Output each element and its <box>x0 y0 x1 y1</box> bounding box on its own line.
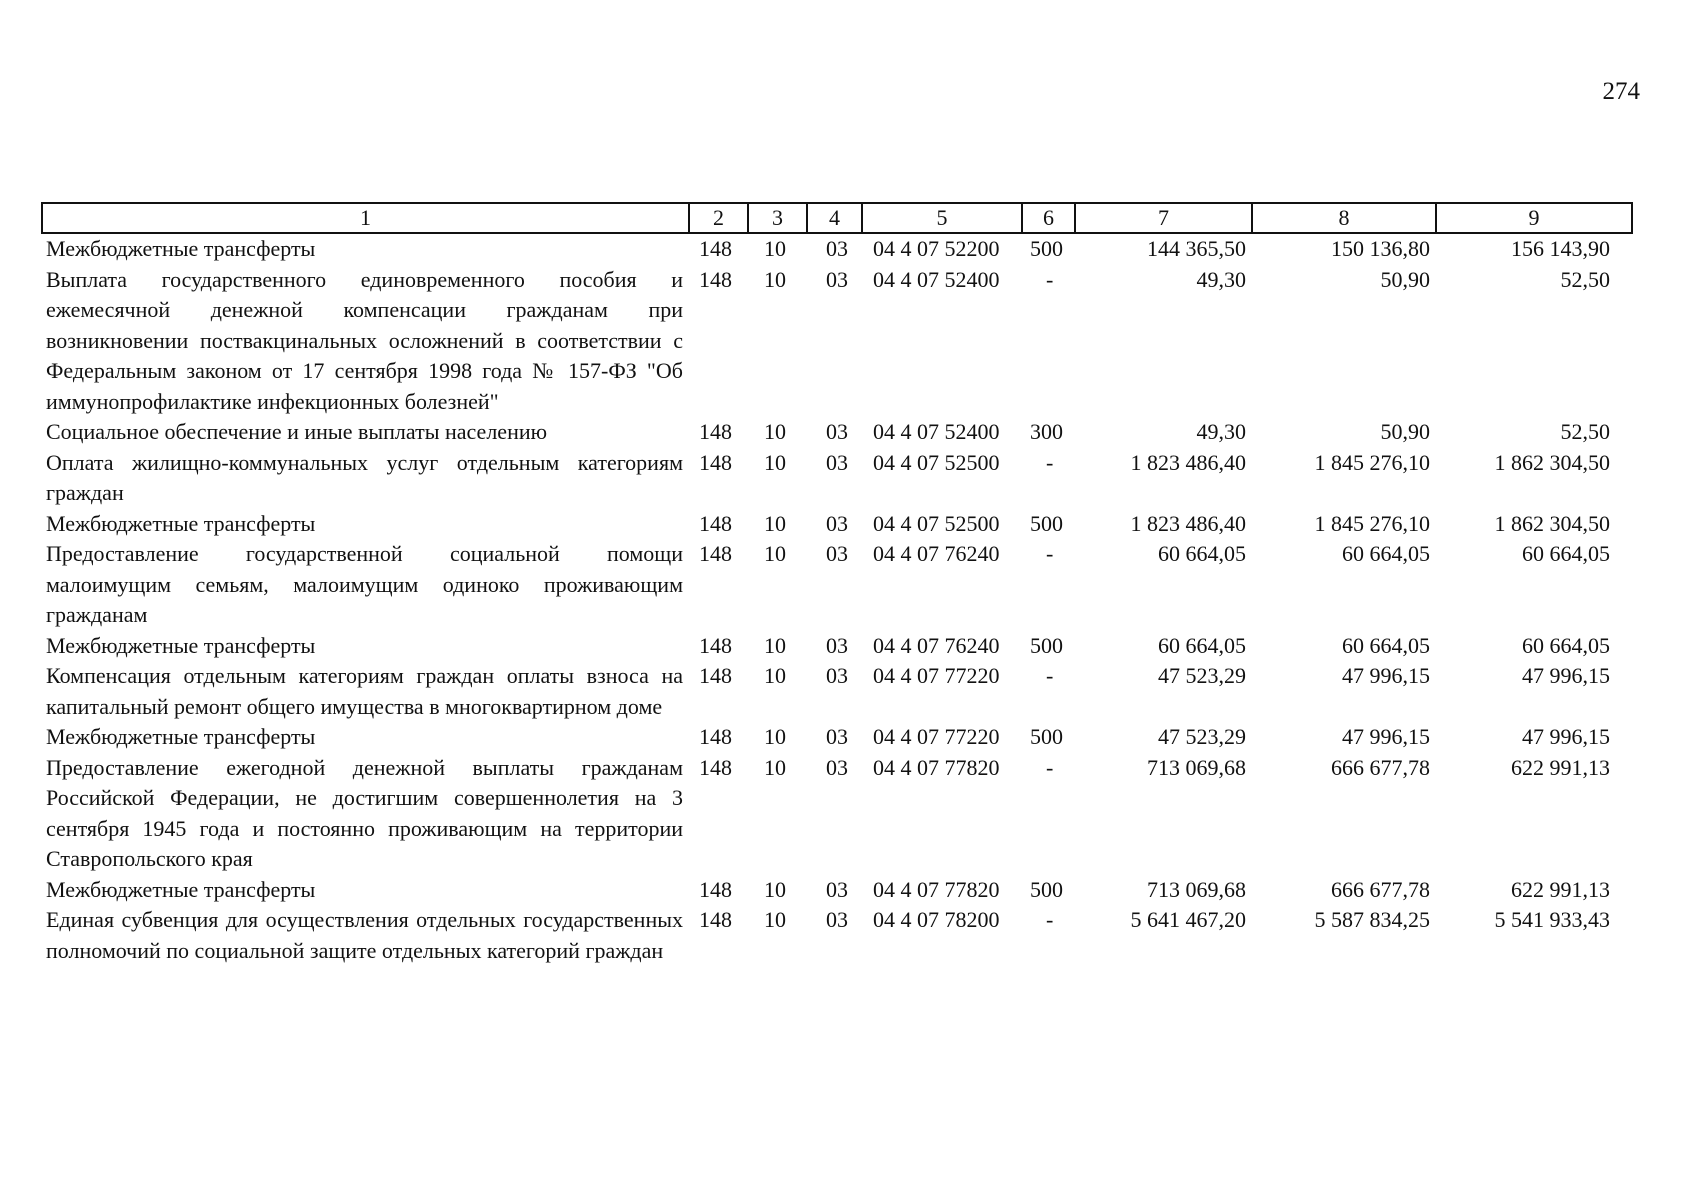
row-code-3: 10 <box>764 907 786 932</box>
row-code-2: 148 <box>699 907 732 932</box>
row-amount-9: 52,50 <box>1560 419 1610 444</box>
row-code-5: 04 4 07 52500 <box>873 510 1000 536</box>
table-row <box>42 661 1632 722</box>
row-code-3: 10 <box>764 449 786 475</box>
row-amount-9: 1 862 304,50 <box>1494 449 1610 475</box>
row-code-6: 500 <box>1030 510 1063 536</box>
row-code-6: 500 <box>1030 724 1063 749</box>
row-amount-7: 49,30 <box>1196 266 1246 292</box>
row-code-3: 10 <box>764 663 786 688</box>
row-amount-9: 5 541 933,43 <box>1494 907 1610 932</box>
page-number: 274 <box>1602 78 1640 105</box>
column-header-9: 9 <box>1436 203 1632 233</box>
row-code-3: 10 <box>764 632 786 658</box>
row-amount-9: 622 991,13 <box>1511 876 1610 902</box>
table-row <box>42 631 1632 662</box>
row-code-6: - <box>1046 907 1054 932</box>
row-code-2: 148 <box>699 266 732 292</box>
row-code-2: 148 <box>699 419 732 444</box>
row-code-5: 04 4 07 77820 <box>873 876 1000 902</box>
column-number-row <box>42 203 1632 233</box>
row-description: Социальное обеспечение и иные выплаты населению <box>46 419 548 444</box>
row-code-4: 03 <box>826 236 848 261</box>
row-amount-8: 666 677,78 <box>1331 876 1430 902</box>
row-code-3: 10 <box>764 419 786 444</box>
row-amount-8: 1 845 276,10 <box>1314 510 1430 536</box>
column-header-1: 1 <box>42 203 689 233</box>
row-code-2: 148 <box>699 876 732 902</box>
row-amount-8: 60 664,05 <box>1342 541 1430 566</box>
row-code-5: 04 4 07 76240 <box>873 632 1000 658</box>
row-code-2: 148 <box>699 541 732 566</box>
row-code-6: - <box>1046 754 1054 780</box>
table-row <box>42 753 1632 875</box>
row-amount-7: 5 641 467,20 <box>1130 907 1246 932</box>
row-amount-9: 52,50 <box>1560 266 1610 292</box>
row-description: Оплата жилищно-коммунальных услуг отдельным категориям граждан <box>46 449 683 505</box>
row-code-4: 03 <box>826 876 848 902</box>
row-code-2: 148 <box>699 449 732 475</box>
row-amount-7: 1 823 486,40 <box>1130 449 1246 475</box>
row-code-4: 03 <box>826 266 848 292</box>
row-amount-8: 50,90 <box>1380 419 1430 444</box>
table-row <box>42 233 1632 265</box>
row-amount-8: 47 996,15 <box>1342 663 1430 688</box>
row-code-4: 03 <box>826 754 848 780</box>
row-amount-9: 622 991,13 <box>1511 754 1610 780</box>
row-code-6: - <box>1046 541 1054 566</box>
row-code-5: 04 4 07 76240 <box>873 541 1000 566</box>
row-amount-7: 60 664,05 <box>1158 541 1246 566</box>
row-code-4: 03 <box>826 449 848 475</box>
column-header-3: 3 <box>748 203 807 233</box>
row-description: Единая субвенция для осуществления отдельных государственных полномочий по социальной защите отдельных категорий граждан <box>46 907 683 963</box>
table-row <box>42 417 1632 448</box>
table-row <box>42 722 1632 753</box>
row-code-4: 03 <box>826 663 848 688</box>
row-code-3: 10 <box>764 754 786 780</box>
row-code-6: 500 <box>1030 876 1063 902</box>
row-code-3: 10 <box>764 541 786 566</box>
row-code-5: 04 4 07 77820 <box>873 754 1000 780</box>
row-code-3: 10 <box>764 510 786 536</box>
row-amount-8: 666 677,78 <box>1331 754 1430 780</box>
row-amount-7: 1 823 486,40 <box>1130 510 1246 536</box>
row-amount-9: 60 664,05 <box>1522 632 1610 658</box>
column-header-6: 6 <box>1022 203 1075 233</box>
row-description: Выплата государственного единовременного пособия и ежемесячной денежной компенсации гражданам при возникновении поствакцинальных осложнений в соответствии с Федеральным законом от 17 сентября 1998 года № 157-ФЗ "Об иммунопрофилактике инфекционных болезней" <box>46 266 683 414</box>
row-code-2: 148 <box>699 510 732 536</box>
table-row <box>42 905 1632 966</box>
row-amount-8: 50,90 <box>1380 266 1430 292</box>
row-code-2: 148 <box>699 663 732 688</box>
row-description: Межбюджетные трансферты <box>46 876 316 902</box>
row-code-5: 04 4 07 78200 <box>873 907 1000 932</box>
row-amount-9: 1 862 304,50 <box>1494 510 1610 536</box>
table-row <box>42 539 1632 631</box>
row-amount-9: 47 996,15 <box>1522 663 1610 688</box>
row-code-6: 500 <box>1030 632 1063 658</box>
row-code-4: 03 <box>826 510 848 536</box>
row-code-5: 04 4 07 52400 <box>873 266 1000 292</box>
row-code-3: 10 <box>764 724 786 749</box>
row-amount-8: 5 587 834,25 <box>1314 907 1430 932</box>
row-code-4: 03 <box>826 419 848 444</box>
budget-table <box>41 202 1633 966</box>
row-code-6: - <box>1046 663 1054 688</box>
row-code-4: 03 <box>826 541 848 566</box>
table-row <box>42 448 1632 509</box>
row-amount-8: 1 845 276,10 <box>1314 449 1430 475</box>
row-code-6: 300 <box>1030 419 1063 444</box>
column-header-2: 2 <box>689 203 748 233</box>
row-code-2: 148 <box>699 632 732 658</box>
row-amount-9: 156 143,90 <box>1511 236 1610 261</box>
row-code-3: 10 <box>764 266 786 292</box>
row-code-3: 10 <box>764 876 786 902</box>
row-description: Межбюджетные трансферты <box>46 510 316 536</box>
row-amount-7: 144 365,50 <box>1147 236 1246 261</box>
column-header-7: 7 <box>1075 203 1252 233</box>
table-row <box>42 875 1632 906</box>
row-description: Компенсация отдельным категориям граждан оплаты взноса на капитальный ремонт общего имущества в многоквартирном доме <box>46 663 683 719</box>
row-code-6: - <box>1046 449 1054 475</box>
table-row <box>42 509 1632 540</box>
row-code-6: - <box>1046 266 1054 292</box>
row-description: Межбюджетные трансферты <box>46 724 316 749</box>
row-code-5: 04 4 07 52500 <box>873 449 1000 475</box>
table-row <box>42 265 1632 418</box>
row-amount-7: 49,30 <box>1196 419 1246 444</box>
row-code-5: 04 4 07 52200 <box>873 236 1000 261</box>
row-code-6: 500 <box>1030 236 1063 261</box>
row-amount-7: 713 069,68 <box>1147 876 1246 902</box>
row-amount-7: 713 069,68 <box>1147 754 1246 780</box>
row-description: Межбюджетные трансферты <box>46 236 316 261</box>
row-code-4: 03 <box>826 724 848 749</box>
row-code-3: 10 <box>764 236 786 261</box>
row-description: Предоставление государственной социальной помощи малоимущим семьям, малоимущим одиноко проживающим гражданам <box>46 541 683 627</box>
row-amount-7: 60 664,05 <box>1158 632 1246 658</box>
row-code-4: 03 <box>826 907 848 932</box>
row-amount-8: 150 136,80 <box>1331 236 1430 261</box>
row-amount-9: 47 996,15 <box>1522 724 1610 749</box>
row-amount-8: 47 996,15 <box>1342 724 1430 749</box>
row-code-5: 04 4 07 77220 <box>873 724 1000 749</box>
row-amount-8: 60 664,05 <box>1342 632 1430 658</box>
column-header-4: 4 <box>807 203 862 233</box>
column-header-8: 8 <box>1252 203 1436 233</box>
row-code-5: 04 4 07 77220 <box>873 663 1000 688</box>
row-description: Межбюджетные трансферты <box>46 632 316 658</box>
row-amount-7: 47 523,29 <box>1158 724 1246 749</box>
column-header-5: 5 <box>862 203 1022 233</box>
row-code-5: 04 4 07 52400 <box>873 419 1000 444</box>
row-code-4: 03 <box>826 632 848 658</box>
row-amount-7: 47 523,29 <box>1158 663 1246 688</box>
row-code-2: 148 <box>699 754 732 780</box>
row-description: Предоставление ежегодной денежной выплаты гражданам Российской Федерации, не достигшим совершеннолетия на 3 сентября 1945 года и постоянно проживающим на территории Ставропольского края <box>46 754 683 871</box>
table-body <box>42 233 1632 966</box>
row-amount-9: 60 664,05 <box>1522 541 1610 566</box>
row-code-2: 148 <box>699 724 732 749</box>
row-code-2: 148 <box>699 236 732 261</box>
